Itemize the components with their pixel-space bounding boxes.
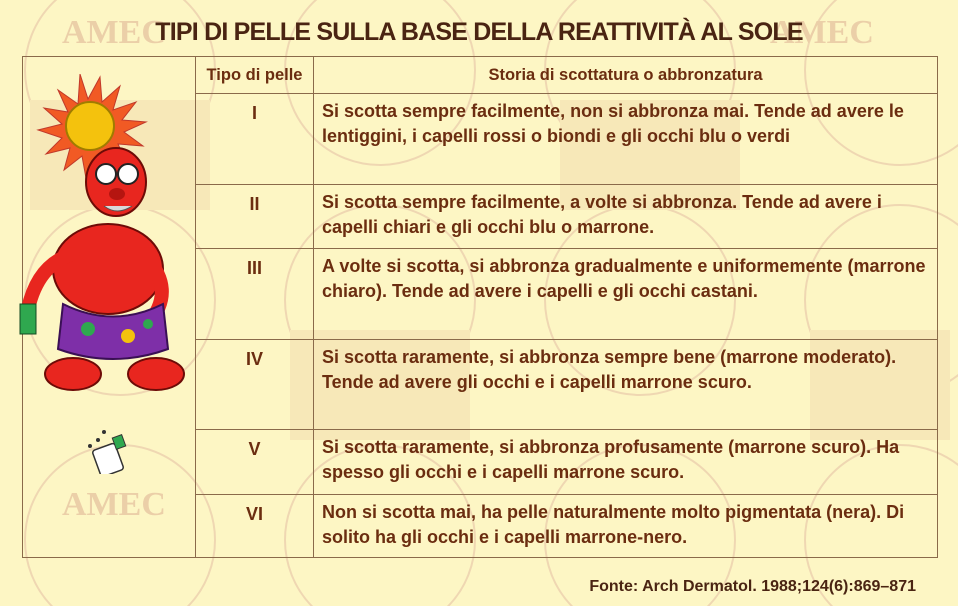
table-row (196, 249, 938, 340)
skin-type-cell: VI (196, 494, 314, 557)
skin-type-cell: I (196, 94, 314, 185)
description-cell: Si scotta raramente, si abbronza profusamente (marrone scuro). Ha spesso gli occhi e i capelli marrone scuro. (314, 430, 938, 494)
page-title: TIPI DI PELLE SULLA BASE DELLA REATTIVITÀ AL SOLE (155, 18, 803, 46)
description-cell: Si scotta raramente, si abbronza sempre bene (marrone moderato). Tende ad avere gli occhi e i capelli marrone scuro. (314, 339, 938, 430)
header-burn-history: Storia di scottatura o abbronzatura (314, 57, 938, 94)
table-row (196, 94, 938, 185)
sunburnt-man-icon (20, 148, 184, 390)
table-row (196, 430, 938, 494)
description-cell: A volte si scotta, si abbronza gradualmente e uniformemente (marrone chiaro). Tende ad avere i capelli e gli occhi castani. (314, 249, 938, 340)
watermark-text: AMEC (62, 486, 166, 523)
skin-type-cell: II (196, 184, 314, 248)
source-citation: Fonte: Arch Dermatol. 1988;124(6):869–871 (589, 578, 916, 595)
table-row (196, 184, 938, 248)
table-row (196, 494, 938, 557)
watermark-text: AMEC (62, 14, 166, 51)
description-cell: Non si scotta mai, ha pelle naturalmente molto pigmentata (nera). Di solito ha gli occhi e i capelli marrone-nero. (314, 494, 938, 557)
header-skin-type: Tipo di pelle (196, 57, 314, 94)
description-cell: Si scotta sempre facilmente, non si abbronza mai. Tende ad avere le lentiggini, i capelli rossi o biondi e gli occhi blu o verdi (314, 94, 938, 185)
description-cell: Si scotta sempre facilmente, a volte si abbronza. Tende ad avere i capelli chiari e gli occhi blu o marrone. (314, 184, 938, 248)
skin-type-table (195, 56, 938, 558)
table-row (196, 339, 938, 430)
sunscreen-bottle-icon (88, 430, 126, 474)
clip-art (18, 74, 198, 474)
skin-type-cell: IV (196, 339, 314, 430)
watermark-text: AMEC (770, 14, 874, 51)
skin-type-cell: III (196, 249, 314, 340)
table-header-row (196, 57, 938, 94)
skin-type-cell: V (196, 430, 314, 494)
